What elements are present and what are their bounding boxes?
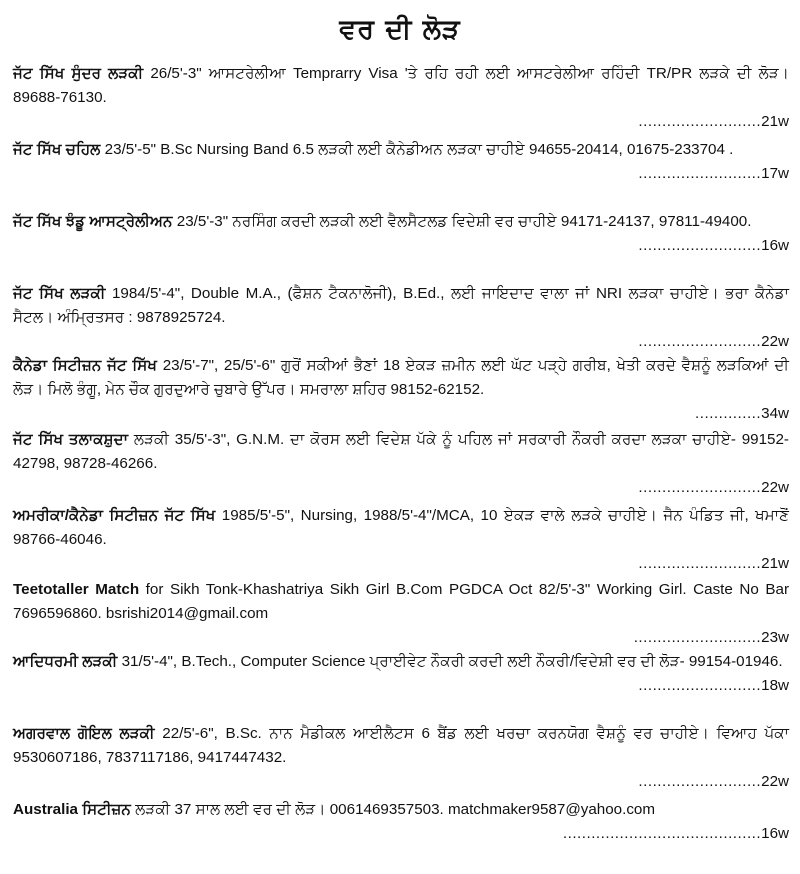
ad-listing bbox=[13, 138, 789, 186]
ad-code: 22w bbox=[761, 479, 789, 496]
ad-reference bbox=[13, 822, 789, 846]
ad-reference bbox=[13, 476, 789, 500]
ad-headline: ਜੱਟ ਸਿੱਖ ਤਲਾਕਸ਼ੁਦਾ bbox=[13, 431, 129, 448]
ad-listing bbox=[13, 504, 789, 576]
ad-body bbox=[13, 282, 789, 330]
ad-code: 17w bbox=[761, 165, 789, 182]
ad-headline: ਜੱਟ ਸਿੱਖ ਲੜਕੀ bbox=[13, 285, 106, 302]
ad-text: 1984/5'-4", Double M.A., (ਫੈਸ਼ਨ ਟੈਕਨਾਲੋਜੀ), B.Ed., ਲਈ ਜਾਇਦਾਦ ਵਾਲਾ ਜਾਂ NRI ਲੜਕਾ ਚਾਹੀਏ। ਭਰਾ ਕੈਨੇਡਾ ਸੈਟਲ। ਅੰਮ੍ਰਿਤਸਰ : 9878925724. bbox=[13, 285, 789, 326]
ad-text: 22/5'-6", B.Sc. ਨਾਨ ਮੈਡੀਕਲ ਆਈਲੈਟਸ 6 ਬੈਂਡ ਲਈ ਖਰਚਾ ਕਰਨਯੋਗ ਵੈਸ਼ਨੂੰ ਵਰ ਚਾਹੀਏ। ਵਿਆਹ ਪੱਕਾ 9530607186, 7837117186, 9417447432. bbox=[13, 725, 789, 766]
ad-headline: ਜੱਟ ਸਿੱਖ ਚਹਿਲ bbox=[13, 141, 101, 158]
ad-body bbox=[13, 354, 789, 402]
ad-body bbox=[13, 650, 789, 674]
ad-code: 16w bbox=[761, 825, 789, 842]
ad-leader-dots: .......................... bbox=[638, 113, 762, 130]
ad-text: 23/5'-3" ਨਰਸਿੰਗ ਕਰਦੀ ਲੜਕੀ ਲਈ ਵੈਲਸੈਟਲਡ ਵਿਦੇਸ਼ੀ ਵਰ ਚਾਹੀਏ 94171-24137, 97811-49400. bbox=[172, 213, 752, 230]
ad-code: 22w bbox=[761, 333, 789, 350]
ad-code: 21w bbox=[761, 555, 789, 572]
ad-leader-dots: .......................... bbox=[638, 555, 762, 572]
ad-reference bbox=[13, 110, 789, 134]
ad-body bbox=[13, 428, 789, 476]
ad-leader-dots: .......................... bbox=[638, 479, 762, 496]
ad-leader-dots: .......................... bbox=[638, 333, 762, 350]
ad-headline: Teetotaller Match bbox=[13, 581, 140, 598]
ad-headline: ਅਮਰੀਕਾ/ਕੈਨੇਡਾ ਸਿਟੀਜ਼ਨ ਜੱਟ ਸਿੱਖ bbox=[13, 507, 216, 524]
ad-reference bbox=[13, 402, 789, 426]
ad-body bbox=[13, 798, 789, 822]
ad-text: ਲੜਕੀ 35/5'-3", G.N.M. ਦਾ ਕੋਰਸ ਲਈ ਵਿਦੇਸ਼ ਪੱਕੇ ਨੂੰ ਪਹਿਲ ਜਾਂ ਸਰਕਾਰੀ ਨੌਕਰੀ ਕਰਦਾ ਲੜਕਾ ਚਾਹੀਏ- 99152-42798, 98728-46266. bbox=[13, 431, 789, 472]
ad-code: 34w bbox=[761, 405, 789, 422]
ad-listing bbox=[13, 650, 789, 698]
ad-reference bbox=[13, 330, 789, 354]
ad-leader-dots: .......................... bbox=[638, 677, 762, 694]
ad-listing bbox=[13, 428, 789, 500]
ad-text: 31/5'-4", B.Tech., Computer Science ਪ੍ਰਾਈਵੇਟ ਨੌਕਰੀ ਕਰਦੀ ਲਈ ਨੌਕਰੀ/ਵਿਦੇਸ਼ੀ ਵਰ ਦੀ ਲੋੜ- 99154-01946. bbox=[117, 653, 783, 670]
ad-listing bbox=[13, 62, 789, 134]
ad-headline: ਆਦਿਧਰਮੀ ਲੜਕੀ bbox=[13, 653, 118, 670]
ad-reference bbox=[13, 552, 789, 576]
ad-headline: ਜੱਟ ਸਿੱਖ ਝੰਡੂ ਆਸਟ੍ਰੇਲੀਅਨ bbox=[13, 213, 173, 230]
ad-text: 26/5'-3" ਆਸਟਰੇਲੀਆ Temprarry Visa 'ਤੇ ਰਹਿ ਰਹੀ ਲਈ ਆਸਟਰੇਲੀਆ ਰਹਿੰਦੀ TR/PR ਲੜਕੇ ਦੀ ਲੋੜ। 89688-76130. bbox=[13, 65, 789, 106]
ad-body bbox=[13, 722, 789, 770]
page-title: ਵਰ ਦੀ ਲੋੜ bbox=[339, 14, 461, 45]
ad-body bbox=[13, 62, 789, 110]
ad-code: 16w bbox=[761, 237, 789, 254]
ad-listing bbox=[13, 282, 789, 354]
ad-headline: ਜੱਟ ਸਿੱਖ ਸੁੰਦਰ ਲੜਕੀ bbox=[13, 65, 144, 82]
ad-reference bbox=[13, 626, 789, 650]
ad-reference bbox=[13, 770, 789, 794]
ad-body bbox=[13, 138, 789, 162]
ad-leader-dots: .......................... bbox=[638, 773, 762, 790]
ad-body bbox=[13, 578, 789, 626]
ad-reference bbox=[13, 674, 789, 698]
ad-code: 23w bbox=[761, 629, 789, 646]
ad-text: 1985/5'-5", Nursing, 1988/5'-4"/MCA, 10 ਏਕੜ ਵਾਲੇ ਲੜਕੇ ਚਾਹੀਏ। ਜੈਨ ਪੰਡਿਤ ਜੀ, ਖਮਾਣੋਂ 98766-46046. bbox=[13, 507, 789, 548]
ad-body bbox=[13, 504, 789, 552]
ad-headline: ਅਗਰਵਾਲ ਗੋਇਲ ਲੜਕੀ bbox=[13, 725, 155, 742]
ad-headline: ਕੈਨੇਡਾ ਸਿਟੀਜ਼ਨ ਜੱਟ ਸਿੱਖ bbox=[13, 357, 158, 374]
ad-reference bbox=[13, 234, 789, 258]
ad-headline: Australia ਸਿਟੀਜ਼ਨ bbox=[13, 801, 131, 818]
ad-leader-dots: .......................... bbox=[638, 165, 762, 182]
ad-leader-dots: .............. bbox=[695, 405, 762, 422]
ad-text: for Sikh Tonk-Khashatriya Sikh Girl B.Com PGDCA Oct 82/5'-3" Working Girl. Caste No Bar 7696596860. bsrishi2014@gmail.com bbox=[13, 581, 790, 622]
ad-text: 23/5'-7", 25/5'-6" ਗੁਰੋਂ ਸਕੀਆਂ ਭੈਣਾਂ 18 ਏਕੜ ਜ਼ਮੀਨ ਲਈ ਘੱਟ ਪੜ੍ਹੇ ਗਰੀਬ, ਖੇਤੀ ਕਰਦੇ ਵੈਸ਼ਨੂੰ ਲੜਕਿਆਂ ਦੀ ਲੋੜ। ਮਿਲੋ ਭੰਗੂ, ਮੇਨ ਚੌਕ ਗੁਰਦੁਆਰੇ ਚੁਬਾਰੇ ਉੱਪਰ। ਸਮਰਾਲਾ ਸ਼ਹਿਰ 98152-62152. bbox=[13, 357, 789, 398]
ad-listing bbox=[13, 722, 789, 794]
ad-text: ਲੜਕੀ 37 ਸਾਲ ਲਈ ਵਰ ਦੀ ਲੋੜ। 0061469357503. matchmaker9587@yahoo.com bbox=[130, 801, 656, 818]
ad-leader-dots: .......................... bbox=[638, 237, 762, 254]
ad-listing bbox=[13, 798, 789, 846]
ad-body bbox=[13, 210, 789, 234]
ad-text: 23/5'-5" B.Sc Nursing Band 6.5 ਲੜਕੀ ਲਈ ਕੈਨੇਡੀਅਨ ਲੜਕਾ ਚਾਹੀਏ 94655-20414, 01675-233704 . bbox=[100, 141, 734, 158]
ad-code: 18w bbox=[761, 677, 789, 694]
ad-code: 21w bbox=[761, 113, 789, 130]
ad-leader-dots: .......................................... bbox=[562, 825, 762, 842]
ad-listing bbox=[13, 578, 789, 650]
ad-listing bbox=[13, 210, 789, 258]
ad-code: 22w bbox=[761, 773, 789, 790]
ad-reference bbox=[13, 162, 789, 186]
ad-listing bbox=[13, 354, 789, 426]
ad-leader-dots: ........................... bbox=[633, 629, 762, 646]
